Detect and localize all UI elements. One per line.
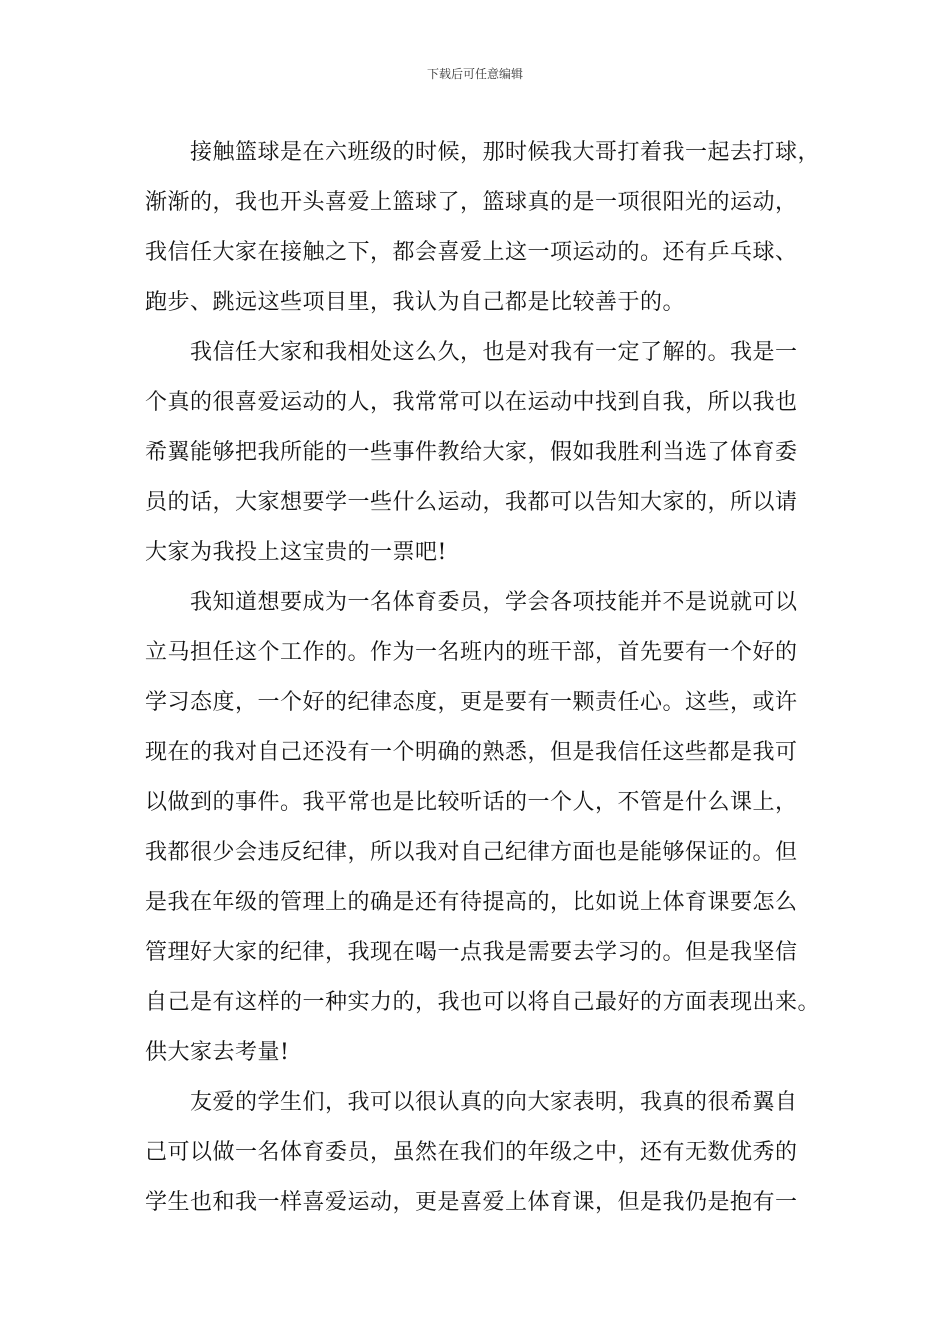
- document-body: [145, 128, 821, 1228]
- text-line: 学生也和我一样喜爱运动，更是喜爱上体育课，但是我仍是抱有一: [145, 1190, 798, 1215]
- text-line: 我信任大家在接触之下，都会喜爱上这一项运动的。还有乒乓球、: [145, 240, 798, 265]
- page-header: 下载后可任意编辑: [426, 67, 523, 81]
- text-line: 大家为我投上这宝贵的一票吧!: [145, 540, 447, 565]
- text-line: 管理好大家的纪律，我现在喝一点我是需要去学习的。但是我坚信: [145, 940, 798, 965]
- text-line: 友爱的学生们，我可以很认真的向大家表明，我真的很希翼自: [190, 1090, 798, 1115]
- text-line: 己可以做一名体育委员，虽然在我们的年级之中，还有无数优秀的: [145, 1140, 798, 1165]
- text-line: 渐渐的，我也开头喜爱上篮球了，篮球真的是一项很阳光的运动，: [145, 190, 798, 215]
- text-line: 是我在年级的管理上的确是还有待提高的，比如说上体育课要怎么: [145, 890, 798, 915]
- text-line: 以做到的事件。我平常也是比较听话的一个人，不管是什么课上，: [145, 790, 798, 815]
- text-line: 我知道想要成为一名体育委员，学会各项技能并不是说就可以: [190, 590, 798, 615]
- text-line: 立马担任这个工作的。作为一名班内的班干部，首先要有一个好的: [145, 640, 798, 665]
- text-line: 供大家去考量!: [145, 1040, 290, 1065]
- text-line: 现在的我对自己还没有一个明确的熟悉，但是我信任这些都是我可: [145, 740, 798, 765]
- text-line: 我信任大家和我相处这么久，也是对我有一定了解的。我是一: [190, 340, 798, 365]
- paragraph: [145, 1078, 805, 1228]
- text-line: 希翼能够把我所能的一些事件教给大家，假如我胜利当选了体育委: [145, 440, 798, 465]
- paragraph: [145, 128, 821, 328]
- text-line: 员的话，大家想要学一些什么运动，我都可以告知大家的，所以请: [145, 490, 798, 515]
- text-line: 学习态度，一个好的纪律态度，更是要有一颗责任心。这些，或许: [145, 690, 798, 715]
- paragraph: [145, 328, 805, 578]
- text-line: 接触篮球是在六班级的时候，那时候我大哥打着我一起去打球，: [190, 140, 821, 165]
- text-line: 跑步、跳远这些项目里，我认为自己都是比较善于的。: [145, 290, 686, 315]
- text-line: 我都很少会违反纪律，所以我对自己纪律方面也是能够保证的。但: [145, 840, 798, 865]
- text-line: 个真的很喜爱运动的人，我常常可以在运动中找到自我，所以我也: [145, 390, 798, 415]
- paragraph: [145, 578, 821, 1078]
- text-line: 自己是有这样的一种实力的，我也可以将自己最好的方面表现出来。: [145, 990, 821, 1015]
